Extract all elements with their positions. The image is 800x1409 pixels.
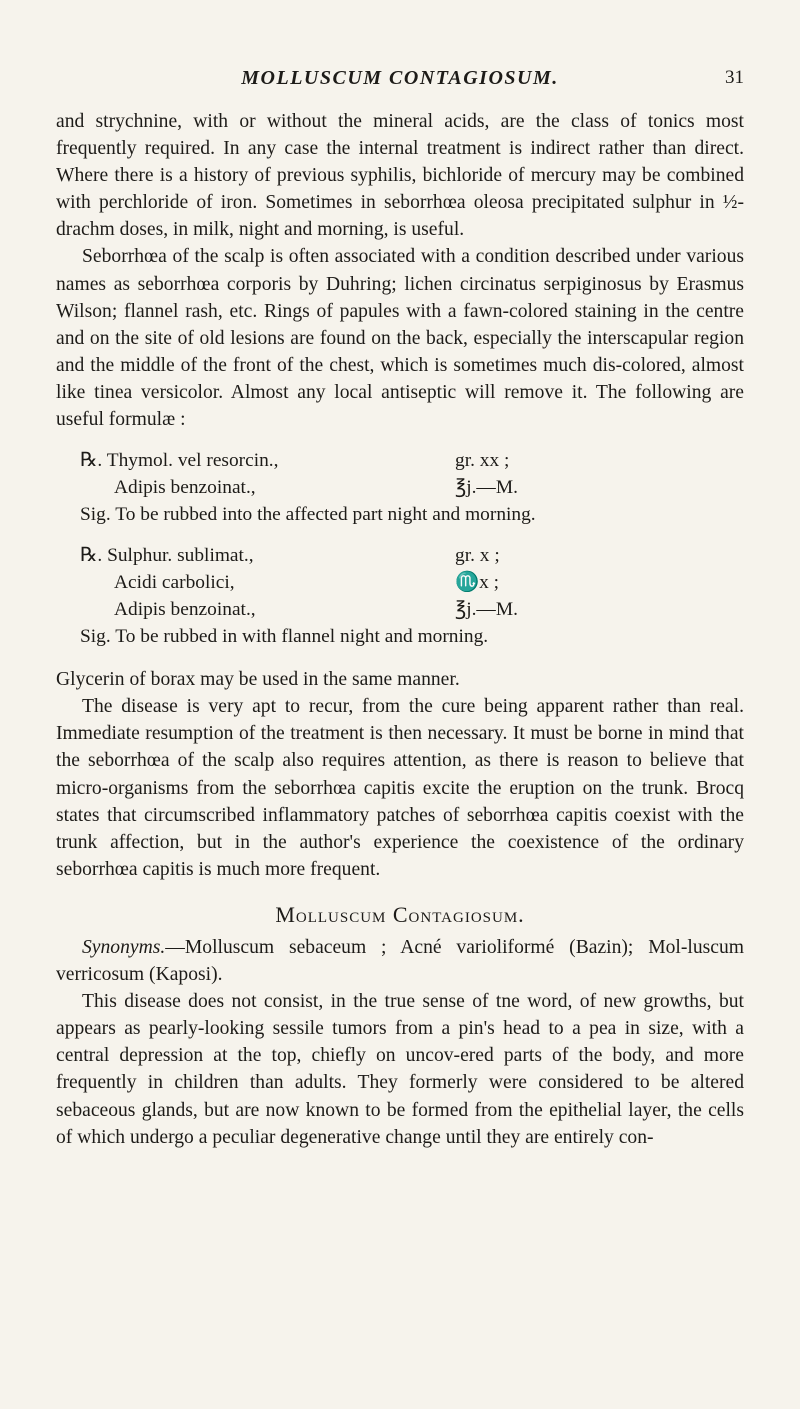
running-title: MOLLUSCUM CONTAGIOSUM. (241, 67, 559, 89)
prescription-line (56, 596, 744, 623)
dose: gr. x ; (455, 545, 500, 567)
dose: ℥j.—M. (455, 477, 518, 499)
dose: ℥j.—M. (455, 599, 518, 621)
synonyms-paragraph (56, 934, 744, 988)
drug: ℞. Sulphur. sublimat., (80, 545, 254, 567)
prescription-1 (56, 447, 744, 528)
section-heading: Molluscum Contagiosum. (275, 901, 525, 927)
page-number: 31 (725, 67, 744, 88)
page-header (56, 60, 744, 94)
prescription-line (56, 569, 744, 596)
synonyms-text: —Molluscum sebaceum ; Acné varioliformé (Bazin); Mol-luscum verricosum (Kaposi). (56, 936, 744, 986)
dose: gr. xx ; (455, 450, 510, 472)
paragraph: This disease does not consist, in the true sense of tne word, of new growths, but appears as pearly-looking sessile tumors from a pin's head to a pea in size, with a central depression at the top, chiefly on uncov-ered parts of the body, and more frequently in children than adults. They formerly were considered to be altered sebaceous glands, but are now known to be formed from the epithelial layer, the cells of which undergo a peculiar degenerative change until they are entirely con- (56, 991, 744, 1148)
prescription-sig: Sig. To be rubbed into the affected part night and morning. (80, 504, 536, 526)
drug: Adipis benzoinat., (114, 599, 256, 621)
prescription-line (56, 474, 744, 501)
drug: Adipis benzoinat., (114, 477, 256, 499)
page-body (56, 108, 744, 1151)
paragraph: Glycerin of borax may be used in the same manner. (56, 669, 460, 691)
synonyms-label: Synonyms. (82, 936, 166, 958)
drug: ℞. Thymol. vel resorcin., (80, 450, 279, 472)
prescription-line (56, 542, 744, 569)
paragraph: and strychnine, with or without the mineral acids, are the class of tonics most frequently required. In any case the internal treatment is indirect rather than direct. Where there is a history of previous syphilis, bichloride of mercury may be combined with perchloride of iron. Sometimes in seborrhœa oleosa precipitated sulphur in ½-drachm doses, in milk, night and morning, is useful. (56, 111, 744, 241)
prescription-2 (56, 542, 744, 650)
prescription-sig: Sig. To be rubbed in with flannel night and morning. (80, 626, 489, 648)
prescription-line (56, 447, 744, 474)
paragraph: The disease is very apt to recur, from the cure being apparent rather than real. Immediate resumption of the treatment is then necessary. It must be borne in mind that the seborrhœa of the scalp also requires attention, as there is reason to believe that micro-organisms from the seborrhœa capitis excite the eruption on the trunk. Brocq states that circumscribed inflammatory patches of seborrhœa capitis coexist with the trunk affection, but in the author's experience the coexistence of the ordinary seborrhœa capitis is much more frequent. (56, 696, 744, 880)
paragraph: Seborrhœa of the scalp is often associated with a condition described under various names as seborrhœa corporis by Duhring; lichen circinatus serpiginosus by Erasmus Wilson; flannel rash, etc. Rings of papules with a fawn-colored staining in the centre and on the site of old lesions are found on the back, especially the interscapular region and the middle of the front of the chest, which is sometimes much dis-colored, almost like tinea versicolor. Almost any local antiseptic will remove it. The following are useful formulæ : (56, 246, 744, 431)
dose: ♏x ; (455, 572, 500, 594)
drug: Acidi carbolici, (114, 572, 235, 594)
